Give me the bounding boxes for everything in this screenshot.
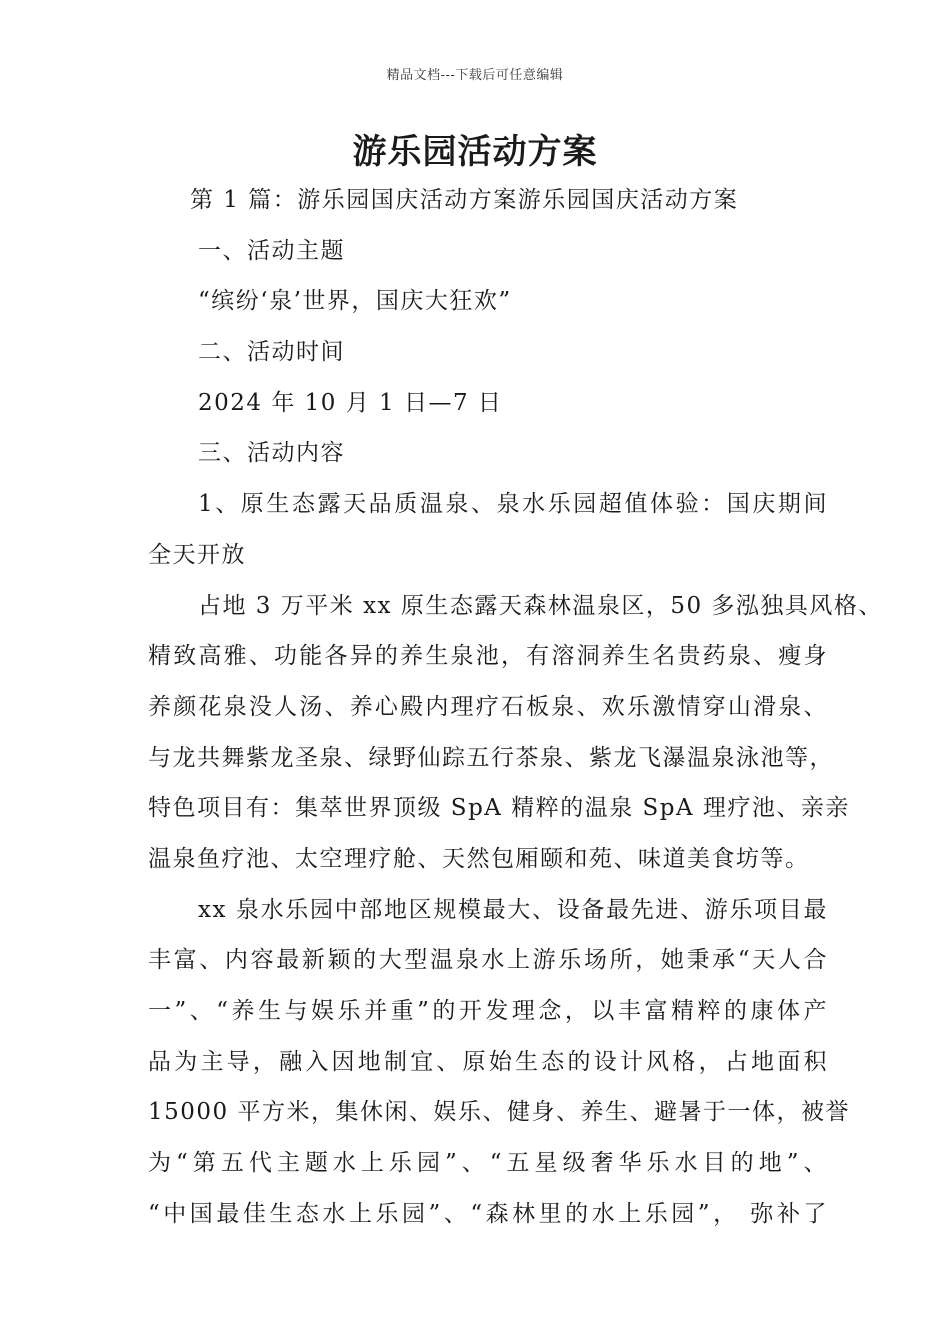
paragraph-line: 温泉鱼疗池、太空理疗舱、天然包厢颐和苑、味道美食坊等。 [148,845,810,872]
heading-time: 二、活动时间 [198,339,345,366]
paragraph-line: 全天开放 [148,541,246,568]
paragraph-line: 一”、“养生与娱乐并重”的开发理念，以丰富精粹的康体产 [148,998,828,1024]
document-body [148,182,883,1246]
section-heading-line: 第 1 篇：游乐园国庆活动方案游乐园国庆活动方案 [190,187,739,213]
paragraph-line: “中国最佳生态水上乐园”、“森林里的水上乐园”， 弥补了 [148,1200,828,1227]
paragraph-line: 精致高雅、功能各异的养生泉池，有溶洞养生名贵药泉、瘦身 [148,643,828,670]
paragraph-line: 1、原生态露天品质温泉、泉水乐园超值体验：国庆期间 [198,491,828,518]
paragraph-line: 与龙共舞紫龙圣泉、绿野仙踪五行茶泉、紫龙飞瀑温泉泳池等， [148,744,834,771]
paragraph-line: 品为主导，融入因地制宜、原始生态的设计风格，占地面积 [148,1048,828,1075]
paragraph-line: “缤纷‘泉’世界，国庆大狂欢” [198,288,512,315]
paragraph-line: 为“第五代主题水上乐园”、“五星级奢华乐水目的地”、 [148,1150,828,1177]
page-header: 精品文档---下载后可任意编辑 [386,68,564,83]
heading-content: 三、活动内容 [198,440,345,467]
document-title: 游乐园活动方案 [352,132,598,172]
paragraph-line: 特色项目有：集萃世界顶级 SpA 精粹的温泉 SpA 理疗池、亲亲 [148,795,850,822]
paragraph-line: 2024 年 10 月 1 日—7 日 [198,389,503,416]
paragraph-line: 占地 3 万平米 xx 原生态露天森林温泉区，50 多泓独具风格、 [198,592,883,619]
paragraph-line: 养颜花泉没人汤、养心殿内理疗石板泉、欢乐激情穿山滑泉、 [148,693,828,720]
paragraph-line: xx 泉水乐园中部地区规模最大、设备最先进、游乐项目最 [198,896,828,923]
heading-theme: 一、活动主题 [198,237,345,264]
paragraph-line: 丰富、内容最新颖的大型温泉水上游乐场所，她秉承“天人合 [148,947,828,974]
paragraph-line: 15000 平方米，集休闲、娱乐、健身、养生、避暑于一体，被誉 [148,1099,850,1126]
